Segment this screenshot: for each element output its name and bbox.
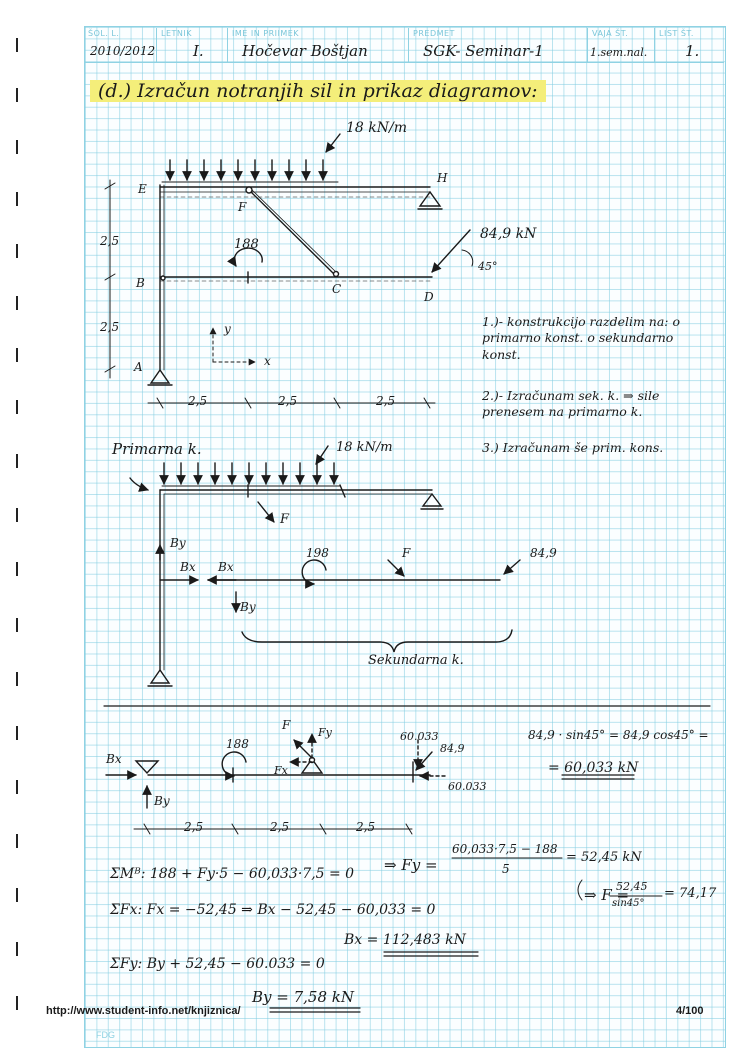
- header-label: PREDMET: [413, 29, 455, 38]
- axis-label: y: [224, 322, 231, 336]
- dimension-label: 2,5: [100, 320, 120, 334]
- header-label: VAJA ŠT.: [592, 29, 629, 38]
- f-numerator: 52,45: [616, 880, 648, 893]
- force-label: 84,9: [530, 546, 557, 560]
- f-denominator: sin45°: [612, 898, 645, 909]
- moment-label: 188: [234, 237, 259, 252]
- fy-numerator: 60,033·7,5 − 188: [452, 842, 558, 856]
- dimension-label: 2,5: [278, 394, 298, 408]
- f-result: = 74,17: [664, 886, 717, 901]
- dimension-lines: [105, 180, 435, 408]
- bx-label: Bx: [218, 560, 234, 574]
- header-value: 2010/2012: [90, 44, 156, 58]
- header-value: SGK- Seminar-1: [423, 42, 544, 60]
- force-arrow-icon: [432, 230, 473, 272]
- load-arrows: [162, 134, 340, 182]
- header-value: Hočevar Boštjan: [242, 42, 368, 60]
- force-label: 84,9 kN: [480, 226, 537, 242]
- sum-fy-eq: ΣFy: By + 52,45 − 60.033 = 0: [110, 956, 325, 972]
- header-label: IME IN PRIIMEK: [232, 29, 300, 38]
- fy-result: = 52,45 kN: [566, 850, 642, 865]
- dimension-label: 2,5: [376, 394, 396, 408]
- dimension-label: 2,5: [188, 394, 208, 408]
- header-label: LIST ŠT.: [659, 29, 694, 38]
- by-label: By: [154, 794, 170, 808]
- moment-label: 198: [306, 546, 329, 560]
- header-value: 1.sem.nal.: [590, 46, 648, 59]
- dimension-label: 2,5: [100, 234, 120, 248]
- bx-result: Bx = 112,483 kN: [344, 932, 466, 948]
- bx-label: Bx: [180, 560, 196, 574]
- secondary-label: Sekundarna k.: [368, 653, 464, 668]
- header-label: ŠOL. L.: [88, 29, 120, 38]
- value-label: 60.033: [400, 730, 439, 743]
- node-label: C: [332, 282, 342, 296]
- axis-label: x: [264, 354, 271, 368]
- header-value: 1.: [685, 42, 700, 60]
- secondary-beam: [160, 545, 520, 652]
- dimension-label: 2,5: [356, 820, 376, 834]
- step-1: 1.)- konstrukcijo razdelim na: o primarno konst. o sekundarno konst.: [482, 314, 681, 362]
- dimension-label: 2,5: [184, 820, 204, 834]
- node-label: A: [134, 360, 143, 374]
- bx-label: Bx: [106, 752, 122, 766]
- value-label: 60.033: [448, 780, 487, 793]
- primary-label: Primarna k.: [112, 440, 202, 458]
- by-label: By: [170, 536, 186, 550]
- moment-label: 188: [226, 737, 249, 751]
- force-label: F: [402, 546, 411, 560]
- primary-load-label: 18 kN/m: [336, 440, 393, 455]
- node-label: H: [437, 171, 448, 185]
- load-label: 18 kN/m: [346, 120, 407, 136]
- header-value: I.: [193, 42, 204, 60]
- force-label: Fx: [274, 764, 288, 777]
- section-title-text: (d.) Izračun notranjih sil in prikaz diagramov:: [90, 80, 546, 102]
- force-label: Fy: [318, 726, 332, 739]
- fy-eq: ⇒ Fy =: [384, 856, 438, 874]
- trig-result: = 60,033 kN: [548, 760, 639, 776]
- sum-moment-eq: ΣMᴮ: 188 + Fy·5 − 60,033·7,5 = 0: [110, 866, 355, 882]
- force-label: F: [282, 718, 291, 732]
- structure-frame: [160, 185, 432, 370]
- step-3: 3.) Izračunam še prim. kons.: [482, 440, 664, 455]
- by-label: By: [240, 600, 256, 614]
- node-label: B: [136, 276, 145, 290]
- value-label: 84,9: [440, 742, 465, 755]
- page-number: 4/100: [676, 1005, 704, 1017]
- by-result: By = 7,58 kN: [252, 988, 354, 1006]
- dimension-label: 2,5: [270, 820, 290, 834]
- node-label: E: [138, 182, 147, 196]
- sheet-mark: FDG: [96, 1030, 115, 1040]
- node-label: D: [424, 290, 434, 304]
- axis-icon: [213, 328, 255, 362]
- source-url: http://www.student-info.net/knjiznica/: [46, 1005, 241, 1017]
- sum-fx-eq: ΣFx: Fx = −52,45 ⇒ Bx − 52,45 − 60,033 = 0: [110, 902, 436, 918]
- force-f-label: F: [280, 512, 290, 527]
- header-label: LETNIK: [161, 29, 192, 38]
- f-eq: ⇒ F =: [584, 886, 630, 904]
- support-hinge-icon: [148, 192, 442, 385]
- node-label: F: [238, 200, 247, 214]
- angle-label: 45°: [478, 260, 498, 273]
- step-2: 2.)- Izračunam sek. k. ⇒ sile prenesem na primarno k.: [482, 388, 660, 420]
- fy-denominator: 5: [502, 862, 510, 876]
- trig-calc: 84,9 · sin45° = 84,9 cos45° =: [528, 728, 709, 742]
